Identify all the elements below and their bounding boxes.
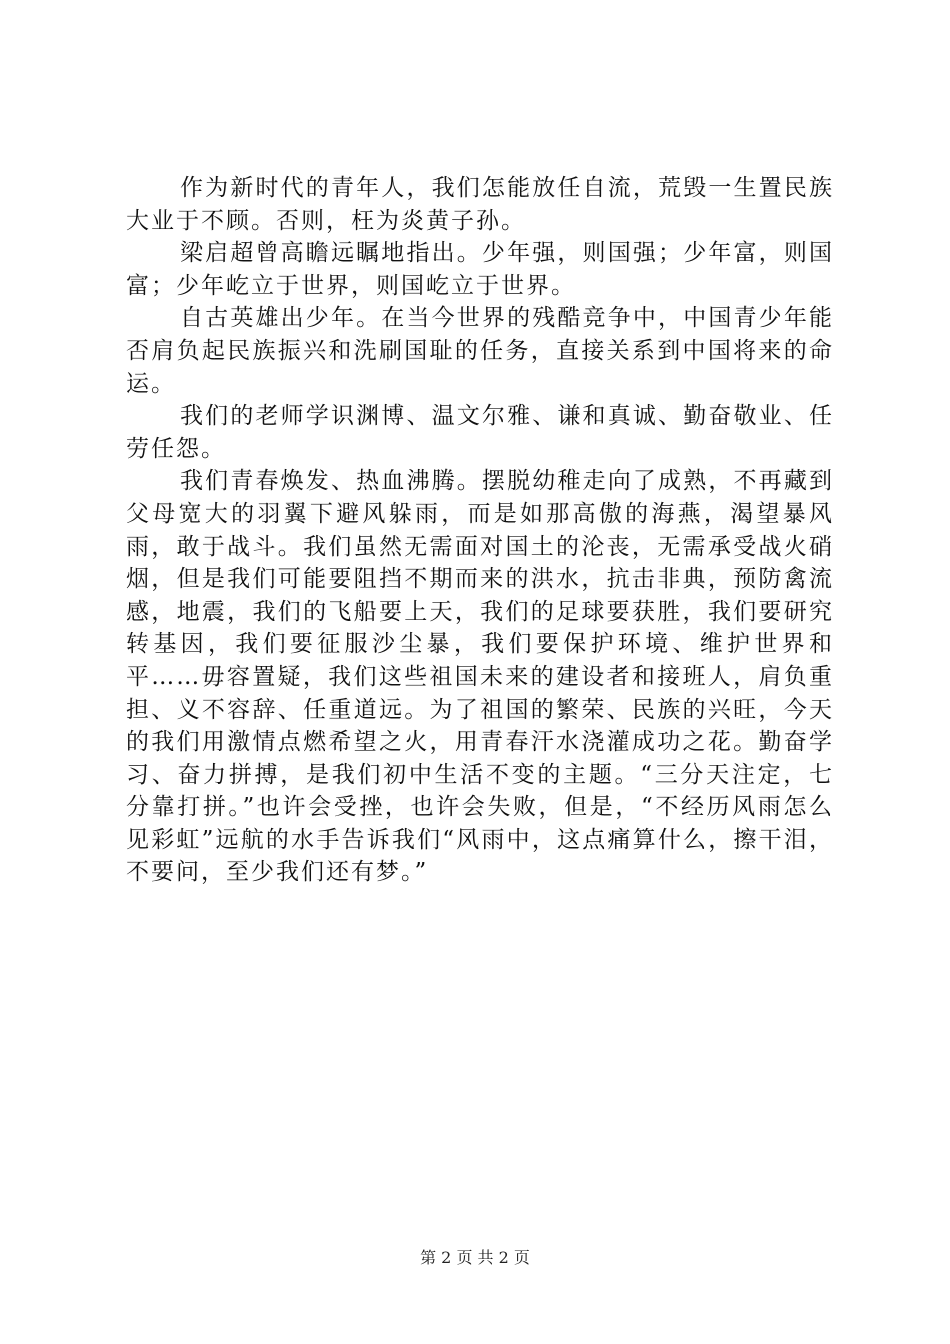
paragraph-2: 梁启超曾高瞻远瞩地指出。少年强，则国强；少年富，则国富；少年屹立于世界，则国屹立于世界。 xyxy=(126,240,834,299)
paragraph-4: 我们的老师学识渊博、温文尔雅、谦和真诚、勤奋敬业、任劳任怨。 xyxy=(126,403,834,462)
paragraph-1: 作为新时代的青年人，我们怎能放任自流，荒毁一生置民族大业于不顾。否则，枉为炎黄子孙。 xyxy=(126,175,834,234)
paragraph-3: 自古英雄出少年。在当今世界的残酷竞争中，中国青少年能否肩负起民族振兴和洗刷国耻的任务，直接关系到中国将来的命运。 xyxy=(126,305,834,397)
paragraph-5: 我们青春焕发、热血沸腾。摆脱幼稚走向了成熟，不再藏到父母宽大的羽翼下避风躲雨，而是如那高傲的海燕，渴望暴风雨，敢于战斗。我们虽然无需面对国土的沦丧，无需承受战火硝烟，但是我们可能要阻挡不期而来的洪水，抗击非典，预防禽流感，地震，我们的飞船要上天，我们的足球要获胜，我们要研究转基因，我们要征服沙尘暴，我们要保护环境、维护世界和平……毋容置疑，我们这些祖国未来的建设者和接班人，肩负重担、义不容辞、任重道远。为了祖国的繁荣、民族的兴旺，今天的我们用激情点燃希望之火，用青春汗水浇灌成功之花。勤奋学习、奋力拼搏，是我们初中生活不变的主题。“三分天注定，七分靠打拼。”也许会受挫，也许会失败，但是，“不经历风雨怎么见彩虹”远航的水手告诉我们“风雨中，这点痛算什么，擦干泪，不要问，至少我们还有梦。” xyxy=(126,468,834,886)
body-text xyxy=(126,172,834,889)
page-footer: 第 2 页 共 2 页 xyxy=(420,1248,530,1267)
